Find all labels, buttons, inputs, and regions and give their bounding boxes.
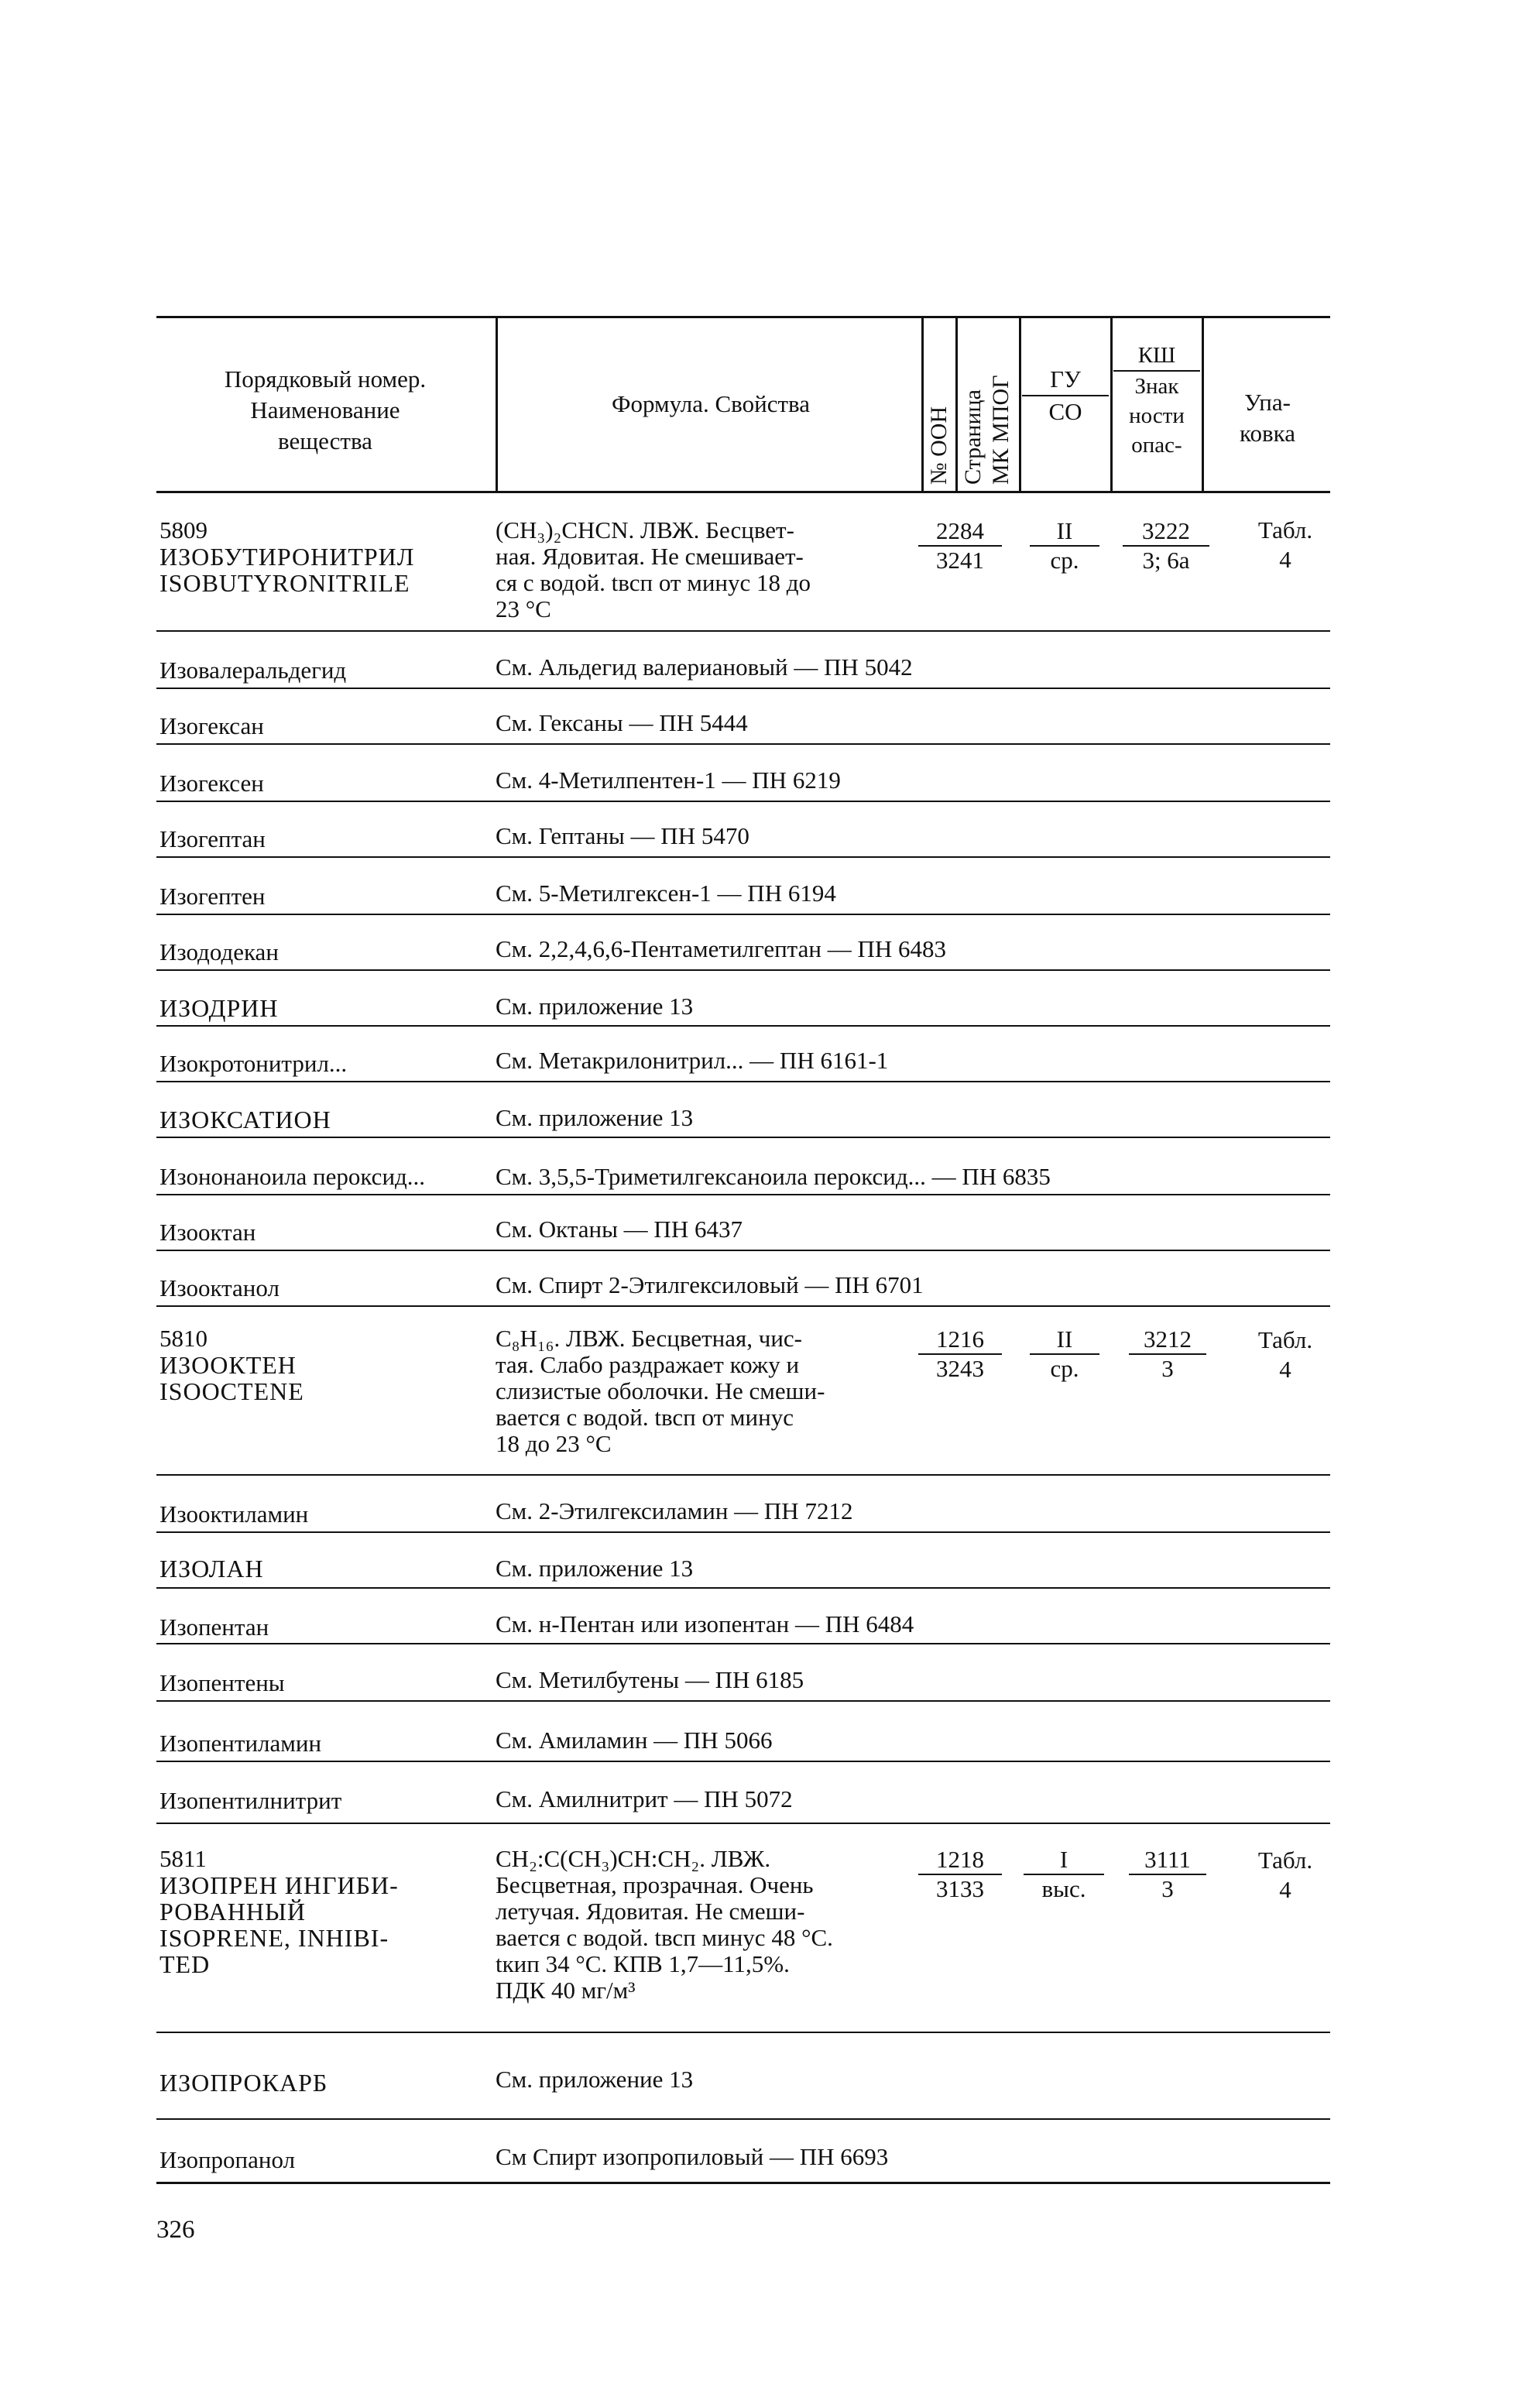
entry-5810-pack: Табл. 4 (1257, 1326, 1313, 1383)
header-divider (1019, 317, 1021, 491)
ref-name: ИЗОПРОКАРБ (159, 2069, 328, 2097)
row-rule (156, 1250, 1330, 1251)
table-top-rule (156, 316, 1330, 318)
ref-name: ИЗОДРИН (159, 994, 279, 1022)
row-rule (156, 969, 1330, 971)
ref-text: См. Амиламин — ПН 5066 (496, 1727, 773, 1754)
row-rule (156, 1700, 1330, 1702)
row-rule (156, 2118, 1330, 2120)
ref-name: Изооктиламин (159, 1500, 309, 1528)
header-bottom-rule (156, 491, 1330, 493)
entry-5811-name: 5811 ИЗОПРЕН ИНГИБИ- РОВАННЫЙ ISOPRENE, INHIBI- TED (159, 1845, 399, 1978)
ref-name: ИЗОЛАН (159, 1555, 264, 1583)
ref-name: Изононаноила пероксид... (159, 1163, 426, 1190)
row-rule (156, 1025, 1330, 1027)
row-rule (156, 1194, 1330, 1195)
ref-text: См. Метилбутены — ПН 6185 (496, 1666, 804, 1693)
entry-5810-ksh-sign: $\frac{3212}{3}$ (1129, 1325, 1206, 1383)
table-bottom-rule (156, 2182, 1330, 2184)
entry-5811-ksh-sign: $\frac{3111}{3}$ (1129, 1846, 1206, 1903)
ref-text: См. Альдегид валериановый — ПН 5042 (496, 653, 913, 681)
header-col-page-2: МК МПОГ (988, 375, 1014, 485)
header-divider (921, 317, 924, 491)
ref-text: См. Амилнитрит — ПН 5072 (496, 1785, 793, 1812)
row-rule (156, 1305, 1330, 1307)
header-col-ksh: КШ Знак ности опас- (1113, 341, 1200, 460)
row-rule (156, 743, 1330, 745)
ref-name: Изопропанол (159, 2146, 296, 2173)
header-divider (1202, 317, 1204, 491)
entry-5809-ksh-sign: 3222 3; 6а (1123, 517, 1209, 574)
row-rule (156, 1474, 1330, 1476)
ref-text: См. приложение 13 (496, 1104, 694, 1131)
ref-text: См. 2,2,4,6,6-Пентаметилгептан — ПН 6483 (496, 935, 946, 962)
entry-5809-props: (CH₃)₂CHCN. ЛВЖ. Бесцвет- ная. Ядовитая. Не смешивает- ся с водой. tвсп от минус 18 до 23 °С (496, 516, 811, 622)
header-divider (496, 317, 498, 491)
entry-5809-gu-co: II ср. (1030, 517, 1099, 574)
ref-text: См. 2-Этилгексиламин — ПН 7212 (496, 1497, 853, 1524)
entry-5810-name: 5810 ИЗООКТЕН ISOOCTENE (159, 1325, 304, 1405)
ref-text: См. приложение 13 (496, 2066, 694, 2093)
entry-5810-gu-co: II ср. (1030, 1325, 1099, 1383)
ref-name: Изопентены (159, 1669, 285, 1696)
entry-5811-gu-co: I выс. (1024, 1846, 1104, 1903)
row-rule (156, 1823, 1330, 1824)
entry-5811-pack: Табл. 4 (1257, 1847, 1313, 1903)
ref-name: Изооктанол (159, 1274, 280, 1301)
page-number: 326 (156, 2216, 195, 2244)
ref-name: Изогексен (159, 770, 264, 797)
ref-name: Изододекан (159, 938, 279, 965)
header-divider (955, 317, 958, 491)
ref-name: Изопентиламин (159, 1730, 322, 1757)
ref-text: См. Метакрилонитрил... — ПН 6161-1 (496, 1047, 889, 1074)
entry-5809-un-page: $\frac{2284}{3241}$ (918, 517, 1002, 574)
entry-5810-un-page: $\frac{1216}{3243}$ (918, 1325, 1002, 1383)
header-col-formula: Формула. Свойства (612, 390, 810, 417)
ref-text: См. 4-Метилпентен-1 — ПН 6219 (496, 766, 841, 794)
entry-5811-props: CH₂:C(CH₃)CH:CH₂. ЛВЖ. Бесцветная, прозрачная. Очень летучая. Ядовитая. Не смеши- вается с водой. tвсп минус 48 °С. tкип 34 °С. КПВ 1,7—11,5%. ПДК 40 мг/м³ (496, 1845, 833, 2004)
header-col-un: № ООН (926, 406, 952, 485)
row-rule (156, 688, 1330, 689)
header-col-gu: ГУ СО (1022, 364, 1109, 427)
ref-name: Изогептан (159, 825, 266, 852)
ref-name: Изооктан (159, 1219, 256, 1246)
header-col-name: Порядковый номер. Наименование вещества (224, 365, 427, 454)
ref-text: См. Гептаны — ПН 5470 (496, 822, 749, 849)
ref-name: Изопентан (159, 1613, 269, 1641)
entry-5810-props: C₈H₁₆. ЛВЖ. Бесцветная, чис- тая. Слабо раздражает кожу и слизистые оболочки. Не смеши- вается с водой. tвсп от минус 18 до 23 °С (496, 1325, 825, 1457)
row-rule (156, 2032, 1330, 2033)
ref-text: См. приложение 13 (496, 1555, 694, 1582)
row-rule (156, 914, 1330, 915)
row-rule (156, 1587, 1330, 1589)
ref-name: Изокротонитрил... (159, 1050, 348, 1077)
row-rule (156, 856, 1330, 858)
entry-5809-name: 5809 ИЗОБУТИРОНИТРИЛ ISOBUTYRONITRILE (159, 516, 415, 597)
ref-name: Изовалеральдегид (159, 657, 347, 684)
header-col-page-1: Страница (960, 389, 986, 485)
ref-name: Изогептен (159, 883, 266, 910)
entry-5809-pack: Табл. 4 (1257, 516, 1313, 573)
row-rule (156, 630, 1330, 632)
ref-name: Изогексан (159, 712, 264, 739)
ref-text: См. н-Пентан или изопентан — ПН 6484 (496, 1610, 914, 1637)
ref-text: См. 3,5,5-Триметилгексаноила пероксид... — ПН 6835 (496, 1163, 1051, 1190)
row-rule (156, 1531, 1330, 1533)
ref-text: См. Гексаны — ПН 5444 (496, 709, 748, 736)
ref-name: ИЗОКСАТИОН (159, 1106, 331, 1133)
row-rule (156, 1081, 1330, 1082)
header-divider (1110, 317, 1113, 491)
ref-text: См. Октаны — ПН 6437 (496, 1216, 743, 1243)
row-rule (156, 1761, 1330, 1762)
ref-text: См. приложение 13 (496, 993, 694, 1020)
header-col-pack: Упа- ковка (1240, 389, 1295, 447)
ref-text: См. Спирт 2-Этилгексиловый — ПН 6701 (496, 1271, 924, 1298)
ref-name: Изопентилнитрит (159, 1787, 342, 1814)
row-rule (156, 1643, 1330, 1644)
ref-text: См Спирт изопропиловый — ПН 6693 (496, 2143, 889, 2170)
entry-5811-un-page: $\frac{1218}{3133}$ (918, 1846, 1002, 1903)
row-rule (156, 801, 1330, 802)
row-rule (156, 1137, 1330, 1138)
ref-text: См. 5-Метилгексен-1 — ПН 6194 (496, 880, 836, 907)
